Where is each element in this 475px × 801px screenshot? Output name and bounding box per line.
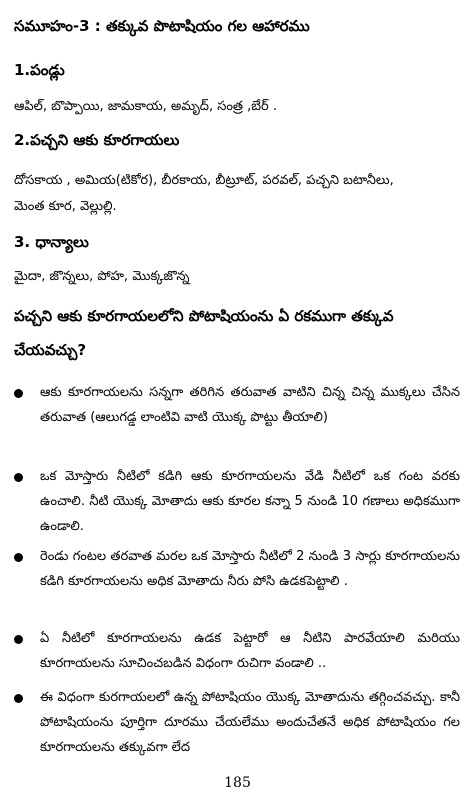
bullet-icon	[14, 553, 23, 562]
section-text-vegetables-line-1: దోసకాయ , అమియ(టికోర), బీరకాయ, బీట్రూట్, పరవల్, పచ్చని బటానీలు,	[14, 173, 394, 188]
question-line-1: పచ్చని ఆకు కూరగాయలలోని పోటాషియంను ఏ రకముగా తక్కువ	[14, 307, 394, 325]
bullet-icon	[14, 635, 23, 644]
list-item-text: ఒక మోస్తారు నీటిలో కడిగి ఆకు కూరగాయలను వేడి నీటిలో ఒక గంట వరకు ఉంచాలి. నీటి యొక్క మోతాదు ఆకు కూరల కన్నా 5 నుండి 10 గణాలు అధికముగా ఉండాలి.	[40, 469, 460, 534]
list-item-text: ఏ నీటిలో కూరగాయలను ఉడక పెట్టారో ఆ నీటిని పారవేయాలి మరియు కూరగాయలను సూచించబడిన విధంగా రుచిగా వండాలి ..	[40, 631, 460, 671]
section-text-grains: మైదా, జొన్నలు, పోహ, మొక్కజొన్న	[14, 269, 190, 284]
bullet-icon	[14, 389, 23, 398]
section-heading-grains: 3. ధాన్యాలు	[14, 233, 89, 251]
section-heading-fruits: 1.పండ్లు	[14, 61, 65, 79]
section-text-fruits: ఆపిల్, బొప్పాయి, జామకాయ, అమృద్, సంత్ర ,బేర్ .	[14, 99, 278, 114]
bullet-icon	[14, 694, 23, 703]
section-text-vegetables-line-2: మెంత కూర, వెల్లుల్లి.	[14, 199, 117, 214]
section-heading-leafy-vegetables: 2.పచ్చని ఆకు కూరగాయలు	[14, 131, 180, 149]
page-number: 185	[224, 775, 251, 791]
list-item-text: ఈ విధంగా కురగాయలలో ఉన్న పోటాషియం యొక్క మోతాదును తగ్గించవచ్చు. కానీ పోటాషియంను పూర్తిగా దూరము చేయలేము అందుచేతనే అధిక పోటాషియం గల కూరగాయలను తక్కువగా లేద	[40, 690, 460, 755]
list-item-text: ఆకు కూరగాయలను సన్నగా తరిగిన తరువాత వాటిని చిన్న చిన్న ముక్కలు చేసిన తరువాత (ఆలుగడ్డ లాంటివి వాటి యొక్క పొట్టు తీయాలి)	[40, 385, 460, 425]
question-line-2: చేయవచ్చు?	[14, 341, 87, 359]
page-title: సమూహం-3 : తక్కువ పొటాషియం గల ఆహారము	[14, 17, 310, 35]
bullet-icon	[14, 473, 23, 482]
list-item-text: రెండు గంటల తరవాత మరల ఒక మోస్తారు నీటిలో 2 నుండి 3 సార్లు కూరగాయలను కడిగి కూరగాయలను అధిక మోతాదు నీరు పోసి ఉడకపెట్టాలి .	[40, 549, 460, 589]
